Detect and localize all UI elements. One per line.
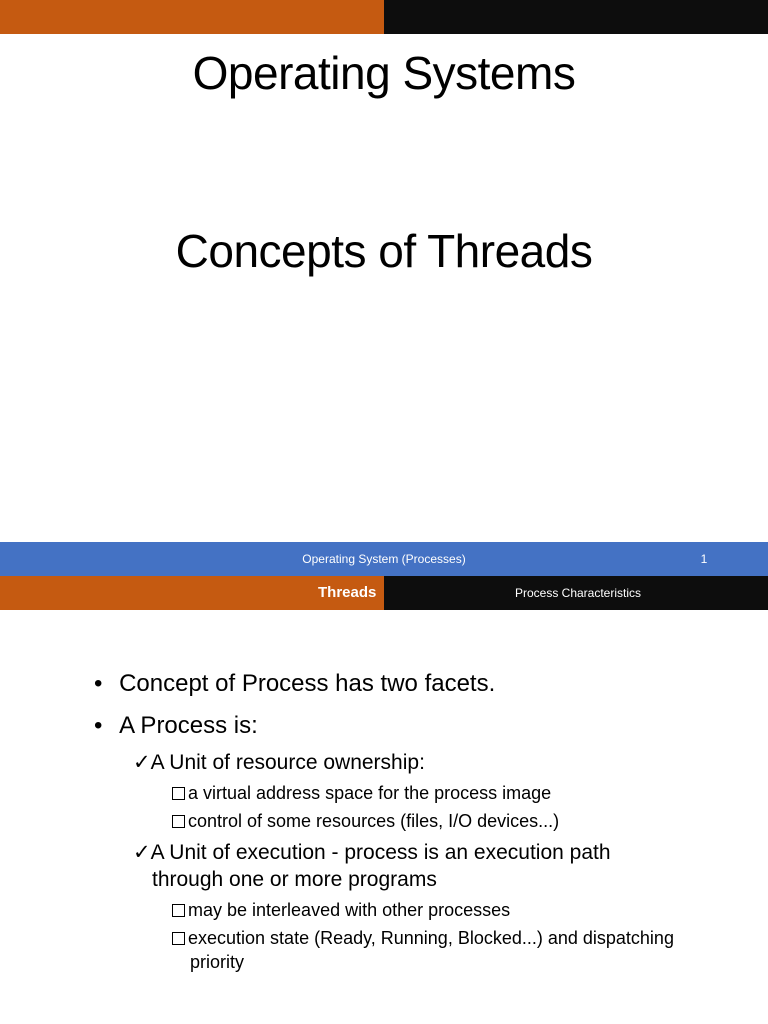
bullet-text: A Process is: [119,712,258,739]
bullet-item [94,712,258,740]
checkbox-square-icon [172,787,185,800]
sub-item-continuation: priority [190,952,245,972]
slide1-footer-bar [0,542,768,576]
slide1-footer-text: Operating System (Processes) [302,552,466,566]
slide2-header-orange [0,576,384,610]
slide1-top-band-black [384,0,768,34]
sub-item [172,900,510,921]
slide2-header-black [384,576,768,610]
sub-item-text: a virtual address space for the process image [188,783,552,803]
sub-item-text: execution state (Ready, Running, Blocked...) and dispatching [188,928,674,948]
checkbox-square-icon [172,904,185,917]
bullet-icon: • [94,712,103,739]
slide1-top-band [0,0,768,34]
slide2-section-title: Threads [318,584,377,601]
sub-item [172,783,551,804]
sub-item-text: control of some resources (files, I/O devices...) [188,811,560,831]
facet-item-continuation: through one or more programs [152,868,437,891]
sub-item-text: may be interleaved with other processes [188,900,511,920]
bullet-text: Concept of Process has two facets. [119,670,496,697]
slide2-section-subtitle: Process Characteristics [514,586,642,600]
slide1-title: Operating Systems [192,47,576,99]
bullet-icon: • [94,670,103,697]
slide1-top-band-orange [0,0,384,34]
facet-item [133,750,425,775]
check-icon: ✓ [133,751,151,774]
sub-item [172,811,559,832]
facet-item [133,840,611,865]
checkbox-square-icon [172,932,185,945]
checkbox-square-icon [172,815,185,828]
bullet-item [94,670,495,698]
facet-label: A Unit of resource ownership: [150,751,425,774]
slide1-page-number: 1 [700,552,708,566]
slide1-subtitle: Concepts of Threads [175,225,593,277]
sub-item [172,928,674,949]
facet-label: A Unit of execution - process is an execution path [150,841,611,864]
slide2-header-band [0,576,768,610]
check-icon: ✓ [133,841,151,864]
